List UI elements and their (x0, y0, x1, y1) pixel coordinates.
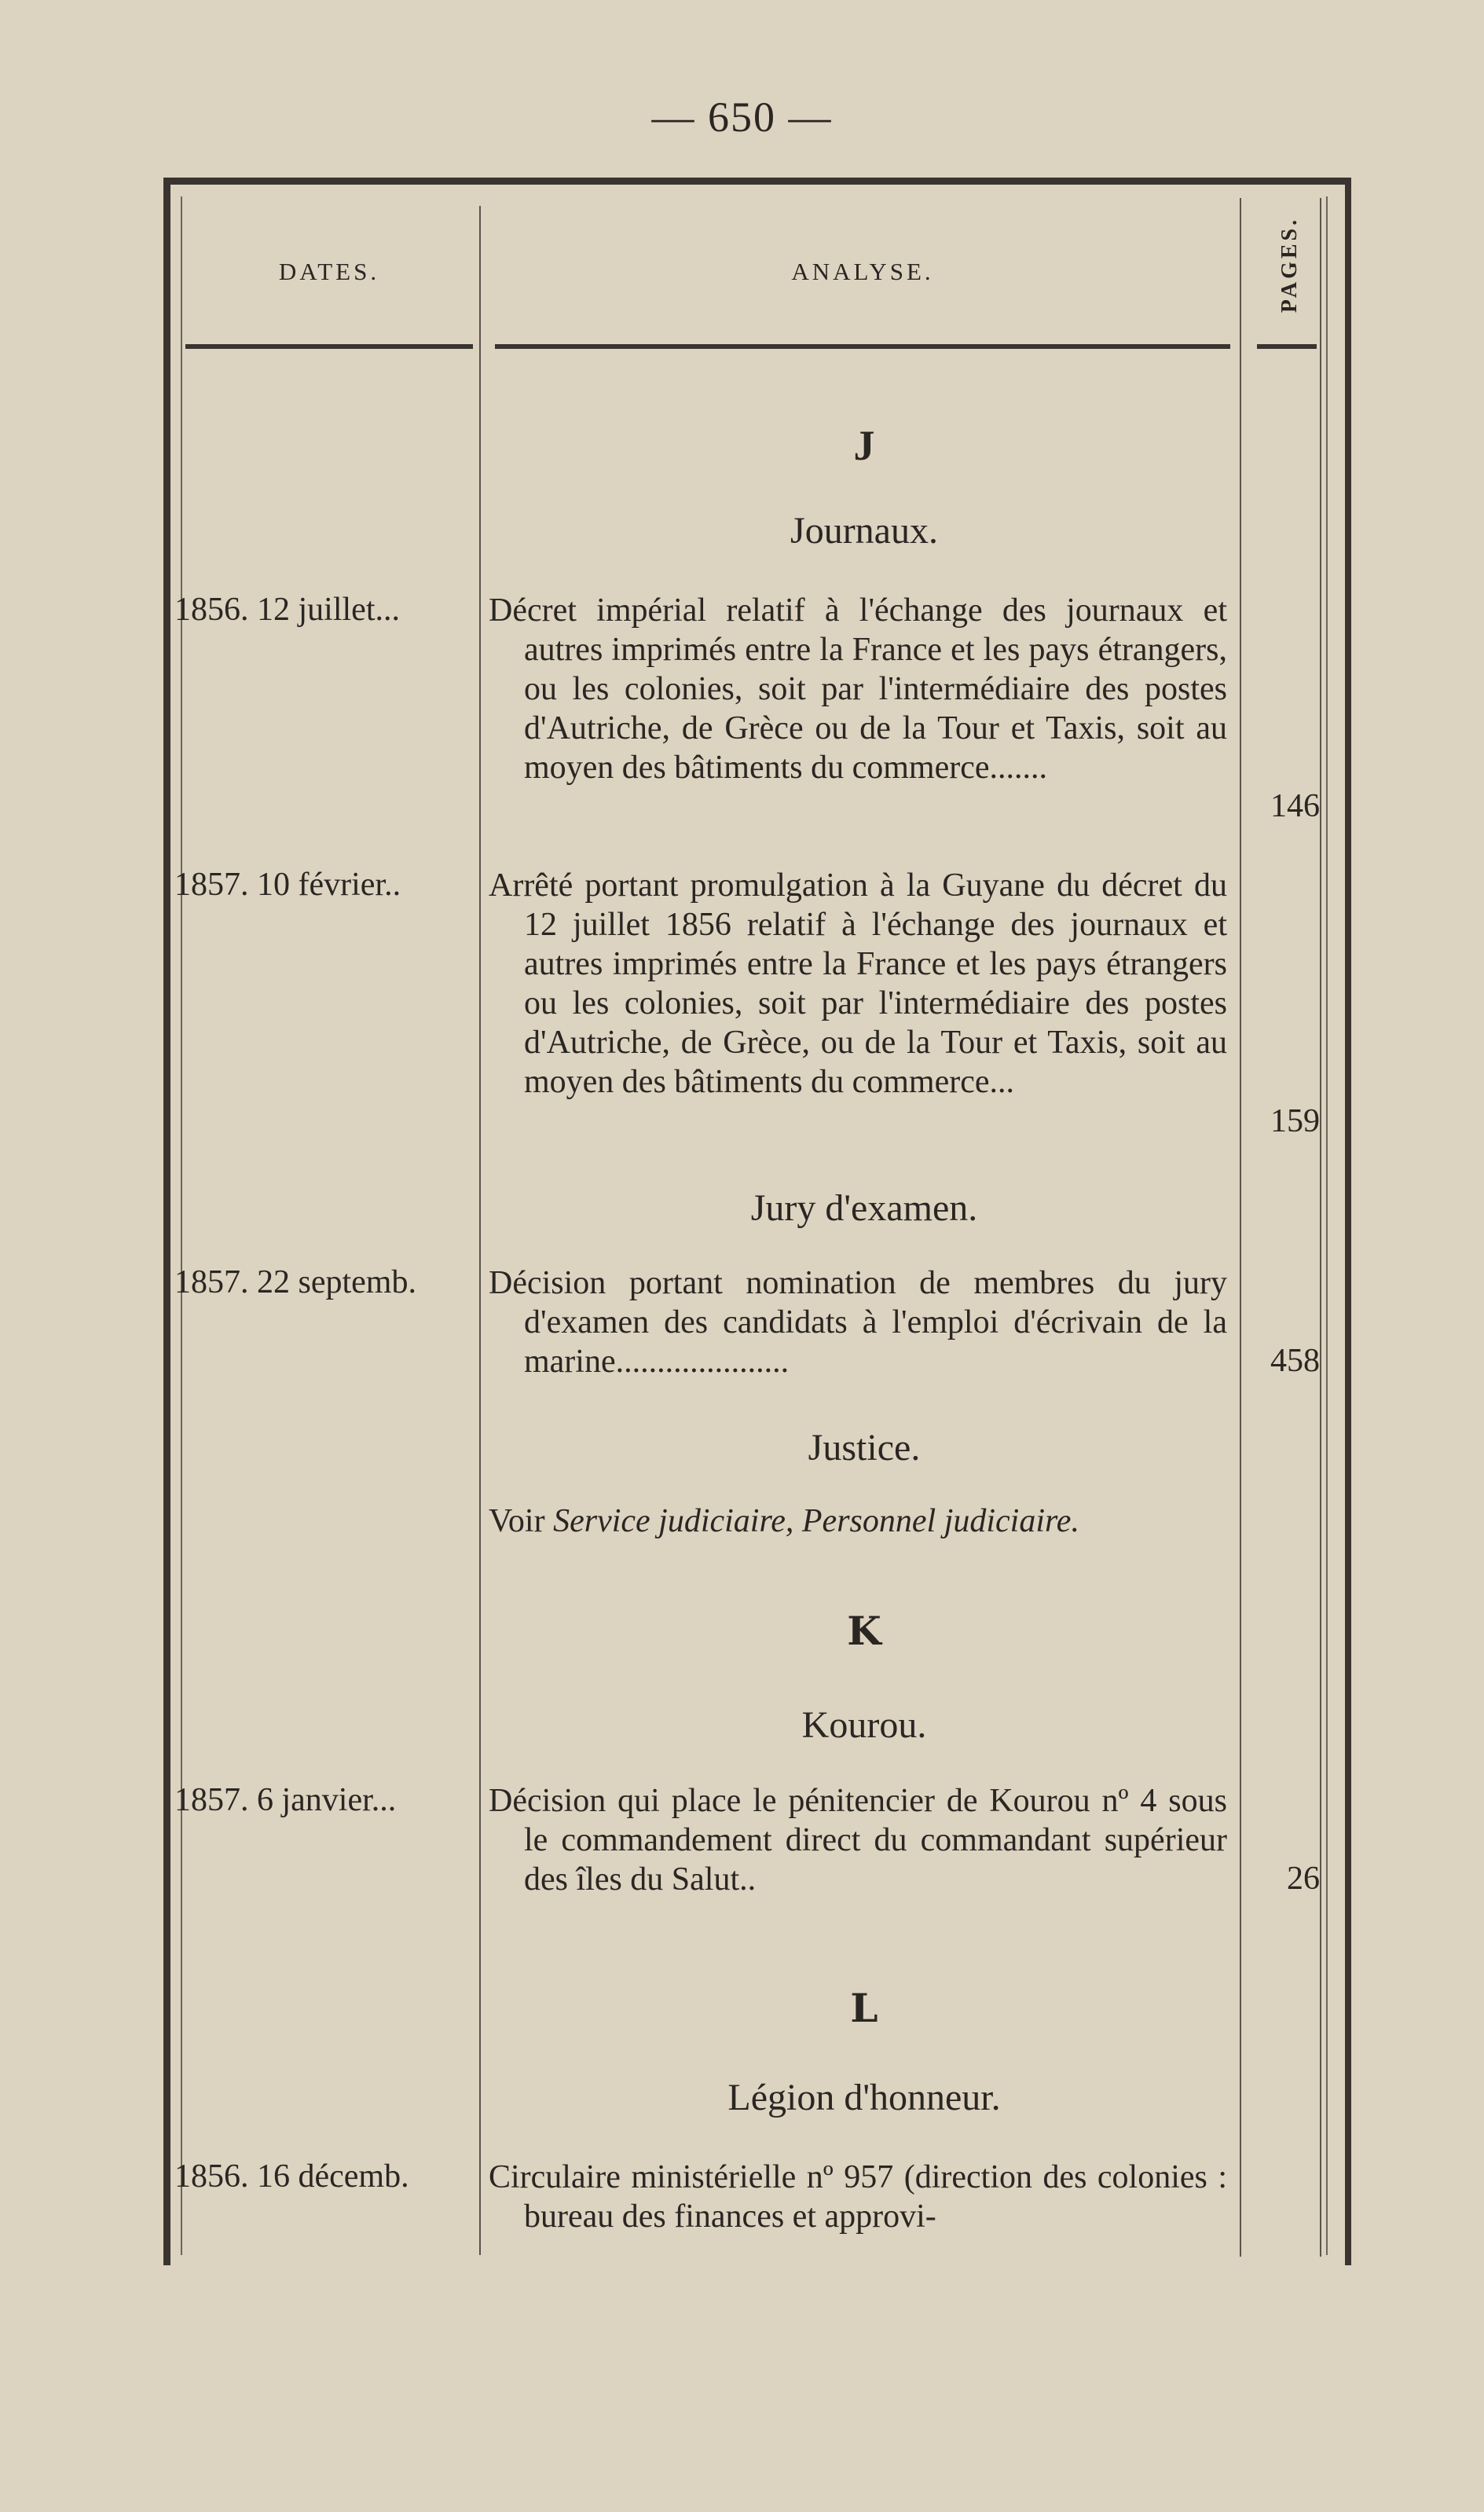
header-rule-pages (1257, 344, 1317, 349)
entry-analysis: Arrêté portant promulgation à la Guyane du décret du 12 juillet 1856 relatif à l'échange des journaux et autres imprimés entre la France et les pays étrangers ou les colonies, soit par l'intermédiaire des postes d'Autriche, de Grèce, ou de la Tour et Taxis, soit au moyen des bâtiments du commerce... (489, 867, 1227, 1100)
entry-date: 1857. 10 février.. (174, 867, 401, 903)
see-refs: Service judiciaire, Personnel judiciaire. (553, 1503, 1079, 1539)
entry-date: 1857. 22 septemb. (174, 1264, 416, 1300)
header-rule-analysis (495, 344, 1230, 349)
entry-date: 1856. 12 juillet... (174, 592, 400, 628)
entry-analysis: Décret impérial relatif à l'échange des journaux et autres imprimés entre la France et les pays étrangers, ou les colonies, soit par l'intermédiaire des postes d'Autriche, de Grèce ou de la Tour et Taxis, soit au moyen des bâtiments du commerce....... (489, 592, 1227, 786)
heading-kourou: Kourou. (801, 1704, 927, 1746)
header-rule-dates (185, 344, 473, 349)
heading-legion-d-honneur: Légion d'honneur. (727, 2077, 1001, 2118)
entry-page-ref: 146 (1270, 788, 1320, 824)
entry-analysis: Décision qui place le pénitencier de Kourou nº 4 sous le commandement direct du commandant supérieur des îles du Salut.. (489, 1783, 1227, 1898)
entry-date: 1857. 6 janvier... (174, 1782, 397, 1818)
see-prefix: Voir (489, 1503, 545, 1539)
entry-page-ref: 159 (1270, 1103, 1320, 1139)
heading-jury-d-examen: Jury d'examen. (750, 1187, 978, 1229)
heading-justice: Justice. (808, 1427, 921, 1469)
entry-analysis: Décision portant nomination de membres du jury d'examen des candidats à l'emploi d'écrivain de la marine..................... (489, 1265, 1227, 1380)
page-number: — 650 — (651, 94, 833, 141)
cross-reference (489, 1502, 1227, 1540)
column-divider-dates (479, 206, 481, 2255)
column-header-dates: DATES. (278, 258, 380, 285)
entry-page-ref: 458 (1270, 1343, 1320, 1379)
heading-journaux: Journaux. (790, 510, 938, 552)
column-header-pages: PAGES. (1277, 216, 1302, 314)
column-header-analysis: ANALYSE. (791, 258, 934, 285)
entry-analysis: Circulaire ministérielle nº 957 (direction des colonies : bureau des finances et approvi- (489, 2159, 1227, 2235)
entry-date: 1856. 16 décemb. (174, 2158, 409, 2195)
entry-page-ref: 26 (1287, 1861, 1320, 1897)
section-letter-j: J (853, 422, 875, 469)
pages-inner-rule (1320, 198, 1321, 2257)
section-letter-l: L (850, 1985, 878, 2031)
section-letter-k: K (847, 1608, 881, 1654)
